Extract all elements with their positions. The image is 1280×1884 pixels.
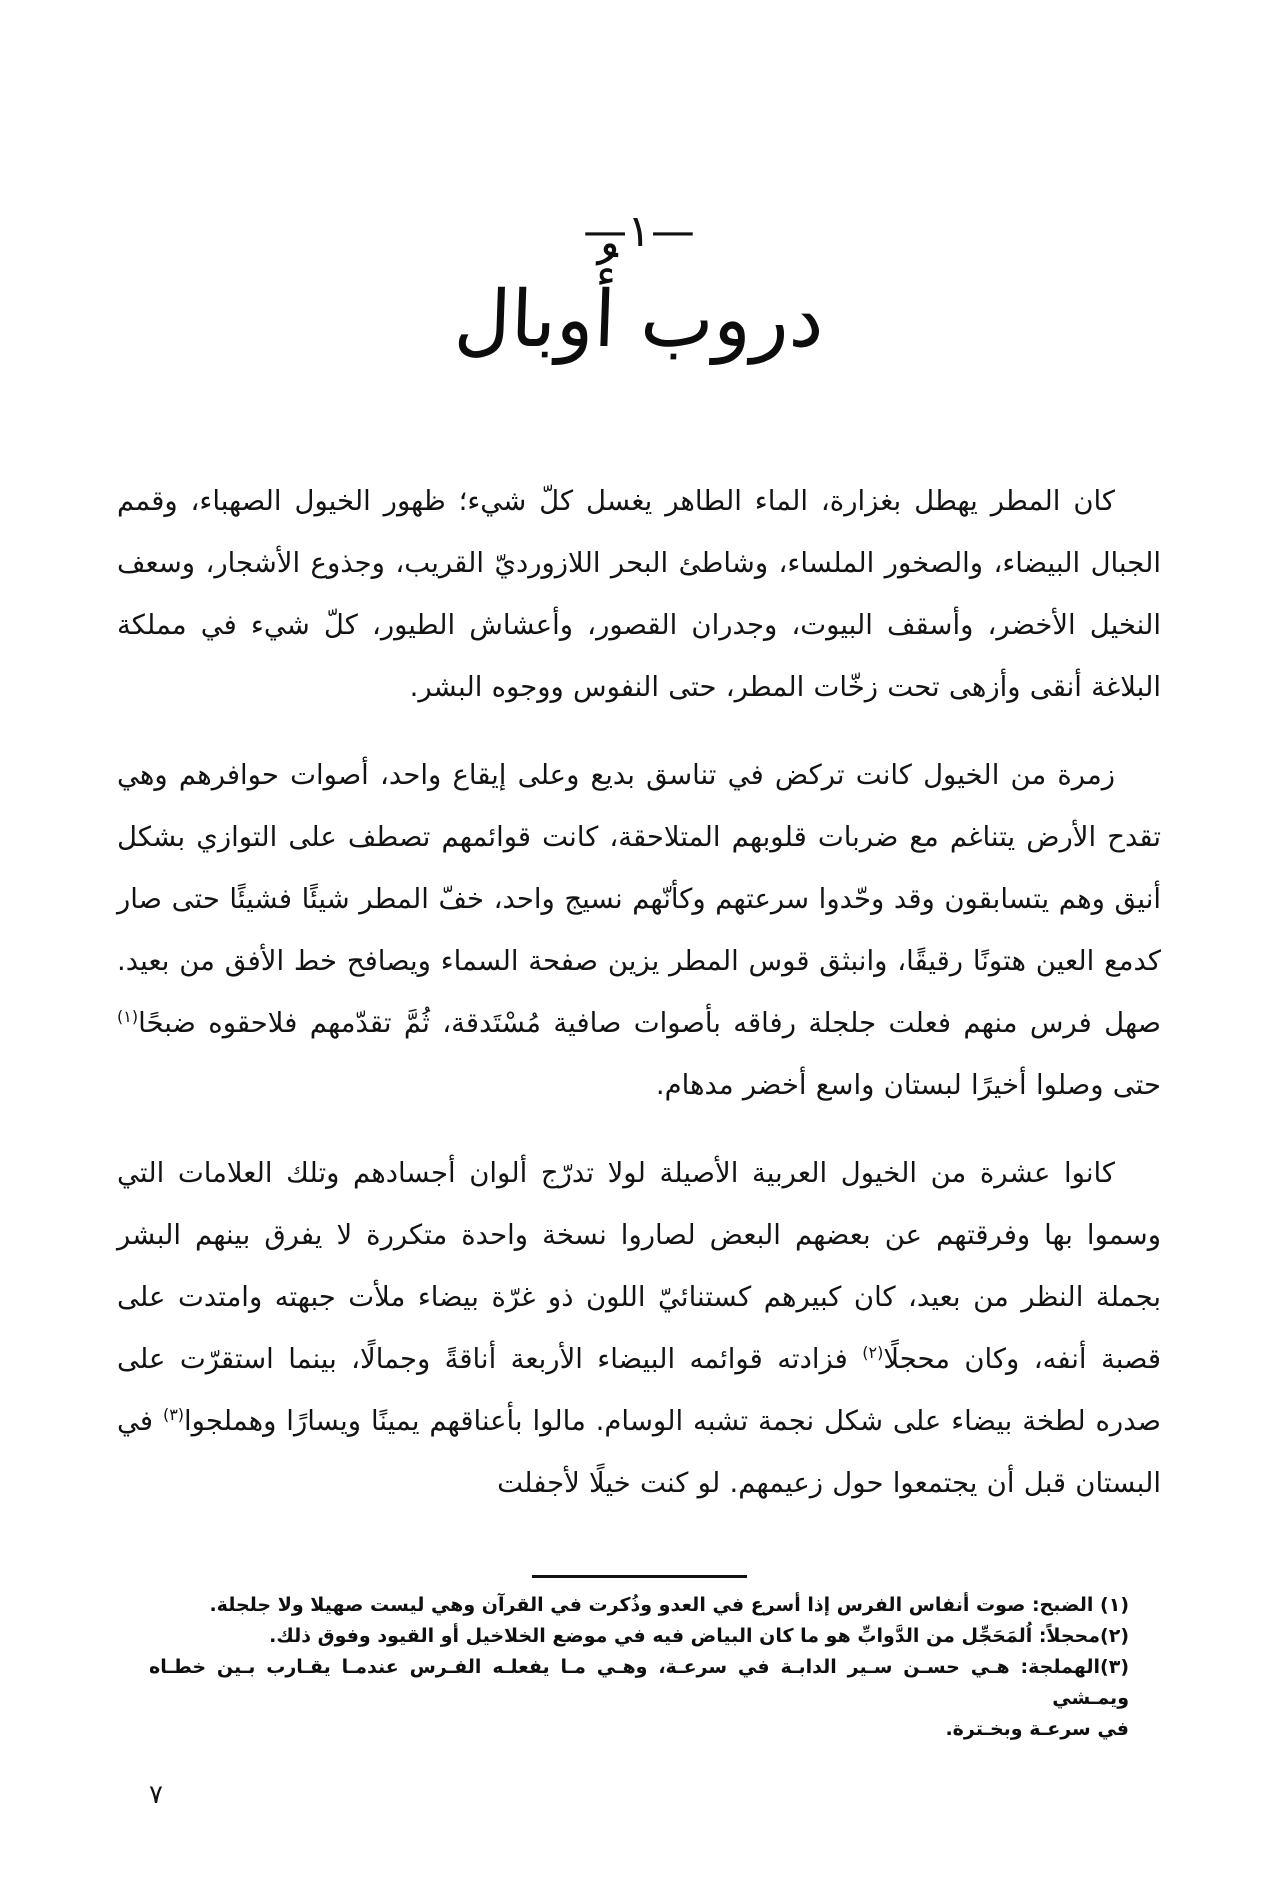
footnote-3-marker: (٣) xyxy=(1101,1656,1130,1678)
paragraph-3-tail-2: في البستان قبل أن يجتمعوا حول زعيمهم. لو كنت خيلًا لأجفلت xyxy=(118,1405,1162,1499)
footnote-separator-rule xyxy=(533,1575,748,1578)
paragraph-2 xyxy=(118,744,1162,1116)
page-number: ٧ xyxy=(150,1780,164,1810)
footnote-item-1 xyxy=(150,1590,1130,1621)
paragraph-2-tail: حتى وصلوا أخيرًا لبستان واسع أخضر مدهام. xyxy=(656,1069,1162,1101)
footnote-item-2 xyxy=(150,1621,1130,1652)
footnote-3-text: الهملجة: هـي حسـن سـير الدابـة في سرعـة، وهـي مـا يفعلـه الفـرس عندمـا يقـارب بـين خطـاه ويمـشي xyxy=(150,1656,1130,1709)
footnote-ref-3[interactable]: (٣) xyxy=(163,1404,186,1424)
chapter-title: دروب أُوبال xyxy=(453,275,827,365)
footnote-1-text: الضبح: صوت أنفاس الفرس إذا أسرع في العدو وذُكرت في القرآن وهي ليست صهيلا ولا جلجلة. xyxy=(210,1594,1095,1616)
paragraph-1 xyxy=(118,470,1162,718)
paragraph-3-tail: فزادته قوائمه البيضاء الأربعة أناقةً وجمالًا، بينما استقرّت على صدره لطخة بيضاء على شكل نجمة تشبه الوسام. مالوا بأعناقهم يمينًا ويسارًا وهملجوا xyxy=(118,1343,1162,1437)
paragraph-3-text: كانوا عشرة من الخيول العربية الأصيلة لولا تدرّج ألوان أجسادهم وتلك العلامات التي وسموا بها وفرقتهم عن بعضهم البعض لصاروا نسخة واحدة متكررة لا يفرق بينهم البشر بجملة النظر من بعيد، كان كبيرهم كستنائيّ اللون ذو غرّة بيضاء ملأت جبهته وامتدت على قصبة أنفه، وكان محجلًا xyxy=(118,1157,1162,1375)
paragraph-3 xyxy=(118,1142,1162,1514)
footnote-2-text: محجلاً: اُلمَحَجِّل من الدَّوابِّ هو ما كان البياض فيه في موضع الخلاخيل أو القيود وفوق ذلك. xyxy=(270,1625,1102,1647)
footnote-1-marker: (١) xyxy=(1101,1594,1130,1616)
footnote-ref-2[interactable]: (٢) xyxy=(863,1342,885,1362)
paragraph-1-text: كان المطر يهطل بغزارة، الماء الطاهر يغسل كلّ شيء؛ ظهور الخيول الصهباء، وقمم الجبال البيضاء، والصخور الملساء، وشاطئ البحر اللازورديّ القريب، وجذوع الأشجار، وسعف النخيل الأخضر، وأسقف البيوت، وجدران القصور، وأعشاش الطيور، كلّ شيء في مملكة البلاغة أنقى وأزهى تحت زخّات المطر، حتى النفوس ووجوه البشر. xyxy=(118,485,1162,703)
footnote-item-3 xyxy=(150,1652,1130,1714)
chapter-heading xyxy=(0,206,1280,370)
footnote-ref-1[interactable]: (١) xyxy=(118,1006,140,1026)
footnote-2-marker: (٢) xyxy=(1101,1625,1130,1647)
footnotes-section xyxy=(150,1575,1130,1745)
footnote-item-3-continuation xyxy=(150,1714,1130,1745)
chapter-number-marker: —١— xyxy=(584,206,696,257)
paragraph-2-text: زمرة من الخيول كانت تركض في تناسق بديع وعلى إيقاع واحد، أصوات حوافرهم وهي تقدح الأرض يتناغم مع ضربات قلوبهم المتلاحقة، كانت قوائمهم تصطف على التوازي بشكل أنيق وهم يتسابقون وقد وحّدوا سرعتهم وكأنّهم نسيج واحد، خفّ المطر شيئًا فشيئًا حتى صار كدمع العين هتونًا رقيقًا، وانبثق قوس المطر يزين صفحة السماء ويصافح خط الأفق من بعيد. صهل فرس منهم فعلت جلجلة رفاقه بأصوات صافية مُسْتَدقة، ثُمَّ تقدّمهم فلاحقوه ضبحًا xyxy=(118,759,1162,1039)
body-text-block xyxy=(118,470,1162,1514)
footnote-3-text-tail: في سرعـة وبخـترة. xyxy=(946,1718,1130,1740)
